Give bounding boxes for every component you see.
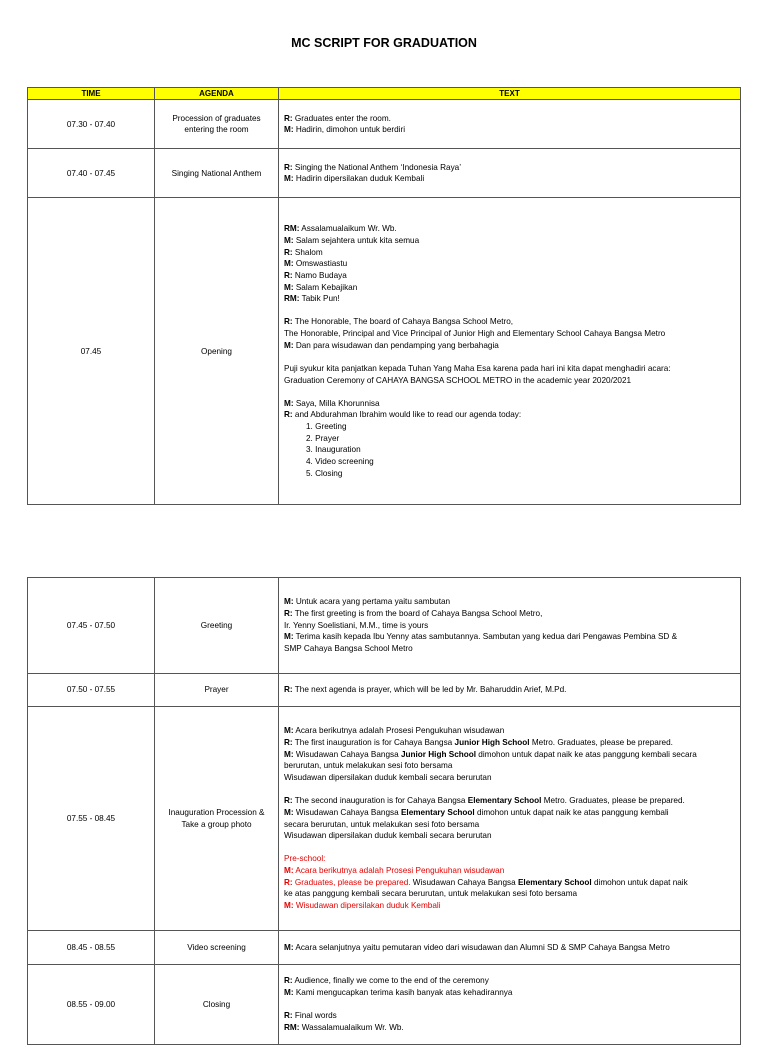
- script-table-page-2: [27, 577, 741, 1045]
- row-time: 07.40 - 07.45: [28, 149, 155, 198]
- speaker-tag: R:: [284, 162, 293, 172]
- table-row: [28, 100, 741, 149]
- script-text: Tabik Pun!: [299, 294, 340, 304]
- script-line: [284, 888, 735, 900]
- script-line: [284, 725, 735, 737]
- speaker-tag: R:: [284, 113, 293, 123]
- script-line: [284, 830, 735, 842]
- table-row: [28, 707, 741, 931]
- header-text: TEXT: [279, 88, 741, 100]
- agenda-list-item: 4. Video screening: [306, 457, 374, 467]
- speaker-tag: RM:: [284, 1022, 300, 1032]
- script-line: [284, 975, 735, 987]
- script-text: The first greeting is from the board of Cahaya Bangsa School Metro,: [292, 609, 543, 619]
- script-line: [284, 235, 735, 247]
- script-text: Salam Kebajikan: [293, 282, 358, 292]
- script-text: Kami mengucapkan terima kasih banyak atas kehadirannya: [293, 988, 513, 998]
- speaker-tag: R:: [284, 976, 293, 986]
- row-text: [279, 931, 741, 965]
- script-text: The first inauguration is for Cahaya Bangsa: [292, 738, 455, 748]
- row-text: [279, 198, 741, 505]
- script-text: Pre-school:: [284, 854, 326, 864]
- header-agenda: AGENDA: [155, 88, 279, 100]
- script-text: Dan para wisudawan dan pendamping yang berbahagia: [293, 340, 499, 350]
- script-line: [284, 631, 735, 643]
- row-time: 08.55 - 09.00: [28, 965, 155, 1045]
- row-agenda: Video screening: [155, 931, 279, 965]
- script-line: [284, 772, 735, 784]
- page-title: MC SCRIPT FOR GRADUATION: [291, 36, 477, 50]
- row-time: 07.45 - 07.50: [28, 578, 155, 674]
- speaker-tag: M:: [284, 900, 294, 910]
- speaker-tag: M:: [284, 866, 294, 876]
- script-text: The Honorable, Principal and Vice Principal of Junior High and Elementary School Cahaya Bangsa Metro: [284, 329, 666, 339]
- speaker-tag: M:: [284, 807, 294, 817]
- script-line: [284, 124, 735, 136]
- script-text: Acara selanjutnya yaitu pemutaran video dari wisudawan dan Alumni SD & SMP Cahaya Bangsa Metro: [293, 942, 670, 952]
- row-agenda: Closing: [155, 965, 279, 1045]
- script-text: Acara berikutnya adalah Prosesi Pengukuhan wisudawan: [293, 866, 505, 876]
- script-text: Terima kasih kepada Ibu Yenny atas sambutannya. Sambutan yang kedua dari Pengawas Pembina SD &: [293, 632, 678, 642]
- table-row: [28, 149, 741, 198]
- row-time: 07.45: [28, 198, 155, 505]
- row-text: [279, 149, 741, 198]
- script-text: Shalom: [292, 247, 323, 257]
- speaker-tag: R:: [284, 410, 293, 420]
- speaker-tag: M:: [284, 988, 294, 998]
- script-line: [284, 223, 735, 235]
- row-time: 07.50 - 07.55: [28, 674, 155, 707]
- row-agenda: Procession of graduates entering the room: [155, 100, 279, 149]
- blank-line: [284, 784, 735, 796]
- row-agenda: Greeting: [155, 578, 279, 674]
- speaker-tag: M:: [284, 125, 294, 135]
- script-text: Singing the National Anthem ‘Indonesia Raya’: [292, 162, 462, 172]
- script-text: Wisudawan Cahaya Bangsa: [293, 807, 401, 817]
- script-table-page-1: [27, 87, 741, 505]
- speaker-tag: M:: [284, 340, 294, 350]
- agenda-list-item: 1. Greeting: [306, 422, 347, 432]
- table-header-row: [28, 88, 741, 100]
- row-agenda: Singing National Anthem: [155, 149, 279, 198]
- script-text: Audience, finally we come to the end of the ceremony: [292, 976, 489, 986]
- script-text: Metro. Graduates, please be prepared.: [541, 796, 685, 806]
- script-text: Wisudawan Cahaya Bangsa: [410, 877, 518, 887]
- speaker-tag: M:: [284, 632, 294, 642]
- table-row: [28, 674, 741, 707]
- script-line: [284, 328, 735, 340]
- script-line: [284, 819, 735, 831]
- script-line: [284, 877, 735, 889]
- script-line: [284, 737, 735, 749]
- script-text: Metro. Graduates, please be prepared.: [529, 738, 673, 748]
- speaker-tag: Elementary School: [400, 807, 475, 817]
- speaker-tag: R:: [284, 317, 293, 327]
- speaker-tag: M:: [284, 282, 294, 292]
- script-line: [284, 270, 735, 282]
- script-line: [284, 620, 735, 632]
- speaker-tag: Elementary School: [467, 796, 542, 806]
- script-text: Graduation Ceremony of CAHAYA BANGSA SCHOOL METRO in the academic year 2020/2021: [284, 375, 632, 385]
- script-line: [284, 293, 735, 305]
- script-text: secara berurutan, untuk melakukan sesi foto bersama: [284, 819, 480, 829]
- blank-line: [284, 351, 735, 363]
- script-text: berurutan, untuk melakukan sesi foto bersama: [284, 761, 453, 771]
- script-line: [284, 282, 735, 294]
- script-text: Hadirin, dimohon untuk berdiri: [293, 125, 406, 135]
- script-line: [284, 340, 735, 352]
- script-line: [284, 162, 735, 174]
- speaker-tag: R:: [284, 1011, 293, 1021]
- blank-line: [284, 999, 735, 1011]
- speaker-tag: R:: [284, 877, 293, 887]
- speaker-tag: M:: [284, 726, 294, 736]
- script-line: [284, 258, 735, 270]
- script-text: dimohon untuk dapat naik ke atas panggung kembali: [474, 807, 669, 817]
- script-text: Namo Budaya: [292, 270, 347, 280]
- script-text: Acara berikutnya adalah Prosesi Pengukuhan wisudawan: [293, 726, 505, 736]
- script-text: The second inauguration is for Cahaya Bangsa: [292, 796, 468, 806]
- script-line: [284, 608, 735, 620]
- script-text: The next agenda is prayer, which will be led by Mr. Baharuddin Arief, M.Pd.: [292, 685, 567, 695]
- script-text: Hadirin dipersilakan duduk Kembali: [293, 174, 425, 184]
- row-text: [279, 674, 741, 707]
- table-row: [28, 198, 741, 505]
- script-text: Graduates, please be prepared.: [292, 877, 411, 887]
- agenda-list-item: 2. Prayer: [306, 433, 340, 443]
- row-agenda: Inauguration Procession & Take a group photo: [155, 707, 279, 931]
- header-time: TIME: [28, 88, 155, 100]
- script-line: [284, 749, 735, 761]
- script-line: [284, 113, 735, 125]
- agenda-list-item: 3. Inauguration: [306, 445, 361, 455]
- script-text: and Abdurahman Ibrahim would like to read our agenda today:: [292, 410, 522, 420]
- script-text: Graduates enter the room.: [292, 113, 391, 123]
- row-time: 07.30 - 07.40: [28, 100, 155, 149]
- script-text: Omswastiastu: [293, 259, 348, 269]
- blank-line: [284, 842, 735, 854]
- row-time: 07.55 - 08.45: [28, 707, 155, 931]
- script-line: [284, 684, 735, 696]
- script-text: The Honorable, The board of Cahaya Bangsa School Metro,: [292, 317, 514, 327]
- script-text: Saya, Milla Khorunnisa: [293, 398, 380, 408]
- script-text: Untuk acara yang pertama yaitu sambutan: [293, 597, 451, 607]
- script-line: [284, 853, 735, 865]
- row-text: [279, 100, 741, 149]
- speaker-tag: M:: [284, 749, 294, 759]
- row-text: [279, 965, 741, 1045]
- script-text: Wisudawan Cahaya Bangsa: [293, 749, 401, 759]
- script-line: [284, 596, 735, 608]
- script-line: [284, 398, 735, 410]
- script-line: [284, 900, 735, 912]
- speaker-tag: M:: [284, 236, 294, 246]
- agenda-list-item: 5. Closing: [306, 468, 343, 478]
- script-line: [284, 363, 735, 375]
- script-line: [284, 987, 735, 999]
- speaker-tag: Junior High School: [454, 738, 530, 748]
- speaker-tag: RM:: [284, 224, 300, 234]
- script-line: [284, 247, 735, 259]
- speaker-tag: Junior High School: [400, 749, 477, 759]
- speaker-tag: M:: [284, 174, 294, 184]
- script-text: Wisudawan dipersilakan duduk kembali secara berurutan: [284, 831, 492, 841]
- speaker-tag: R:: [284, 609, 293, 619]
- speaker-tag: M:: [284, 942, 294, 952]
- speaker-tag: M:: [284, 398, 294, 408]
- script-line: [284, 795, 735, 807]
- script-text: Salam sejahtera untuk kita semua: [293, 236, 420, 246]
- blank-line: [284, 386, 735, 398]
- speaker-tag: R:: [284, 796, 293, 806]
- script-line: [284, 1010, 735, 1022]
- script-line: [284, 409, 735, 421]
- script-text: dimohon untuk dapat naik: [591, 877, 688, 887]
- script-text: ke atas panggung kembali secara berurutan, untuk melakukan sesi foto bersama: [284, 889, 578, 899]
- speaker-tag: RM:: [284, 294, 300, 304]
- script-text: Wassalamualaikum Wr. Wb.: [299, 1022, 404, 1032]
- row-agenda: Prayer: [155, 674, 279, 707]
- speaker-tag: Elementary School: [517, 877, 592, 887]
- speaker-tag: R:: [284, 247, 293, 257]
- script-text: Wisudawan dipersilakan duduk Kembali: [293, 900, 441, 910]
- table-row: [28, 578, 741, 674]
- script-text: SMP Cahaya Bangsa School Metro: [284, 643, 413, 653]
- speaker-tag: R:: [284, 685, 293, 695]
- speaker-tag: R:: [284, 738, 293, 748]
- table-row: [28, 965, 741, 1045]
- script-line: [284, 643, 735, 655]
- speaker-tag: R:: [284, 270, 293, 280]
- row-time: 08.45 - 08.55: [28, 931, 155, 965]
- table-row: [28, 931, 741, 965]
- script-text: Puji syukur kita panjatkan kepada Tuhan Yang Maha Esa karena pada hari ini kita dapat menghadiri acara:: [284, 363, 671, 373]
- script-text: dimohon untuk dapat naik ke atas panggung kembali secara: [476, 749, 697, 759]
- row-text: [279, 707, 741, 931]
- script-line: [284, 942, 735, 954]
- script-line: [284, 173, 735, 185]
- speaker-tag: M:: [284, 259, 294, 269]
- script-text: Ir. Yenny Soelistiani, M.M., time is yours: [284, 620, 429, 630]
- speaker-tag: M:: [284, 597, 294, 607]
- script-line: [284, 760, 735, 772]
- script-text: Final words: [292, 1011, 337, 1021]
- script-text: Wisudawan dipersilakan duduk kembali secara berurutan: [284, 772, 492, 782]
- script-text: Assalamualaikum Wr. Wb.: [299, 224, 397, 234]
- script-line: [284, 807, 735, 819]
- script-line: [284, 316, 735, 328]
- row-text: [279, 578, 741, 674]
- script-line: [284, 865, 735, 877]
- blank-line: [284, 305, 735, 317]
- script-line: [284, 375, 735, 387]
- row-agenda: Opening: [155, 198, 279, 505]
